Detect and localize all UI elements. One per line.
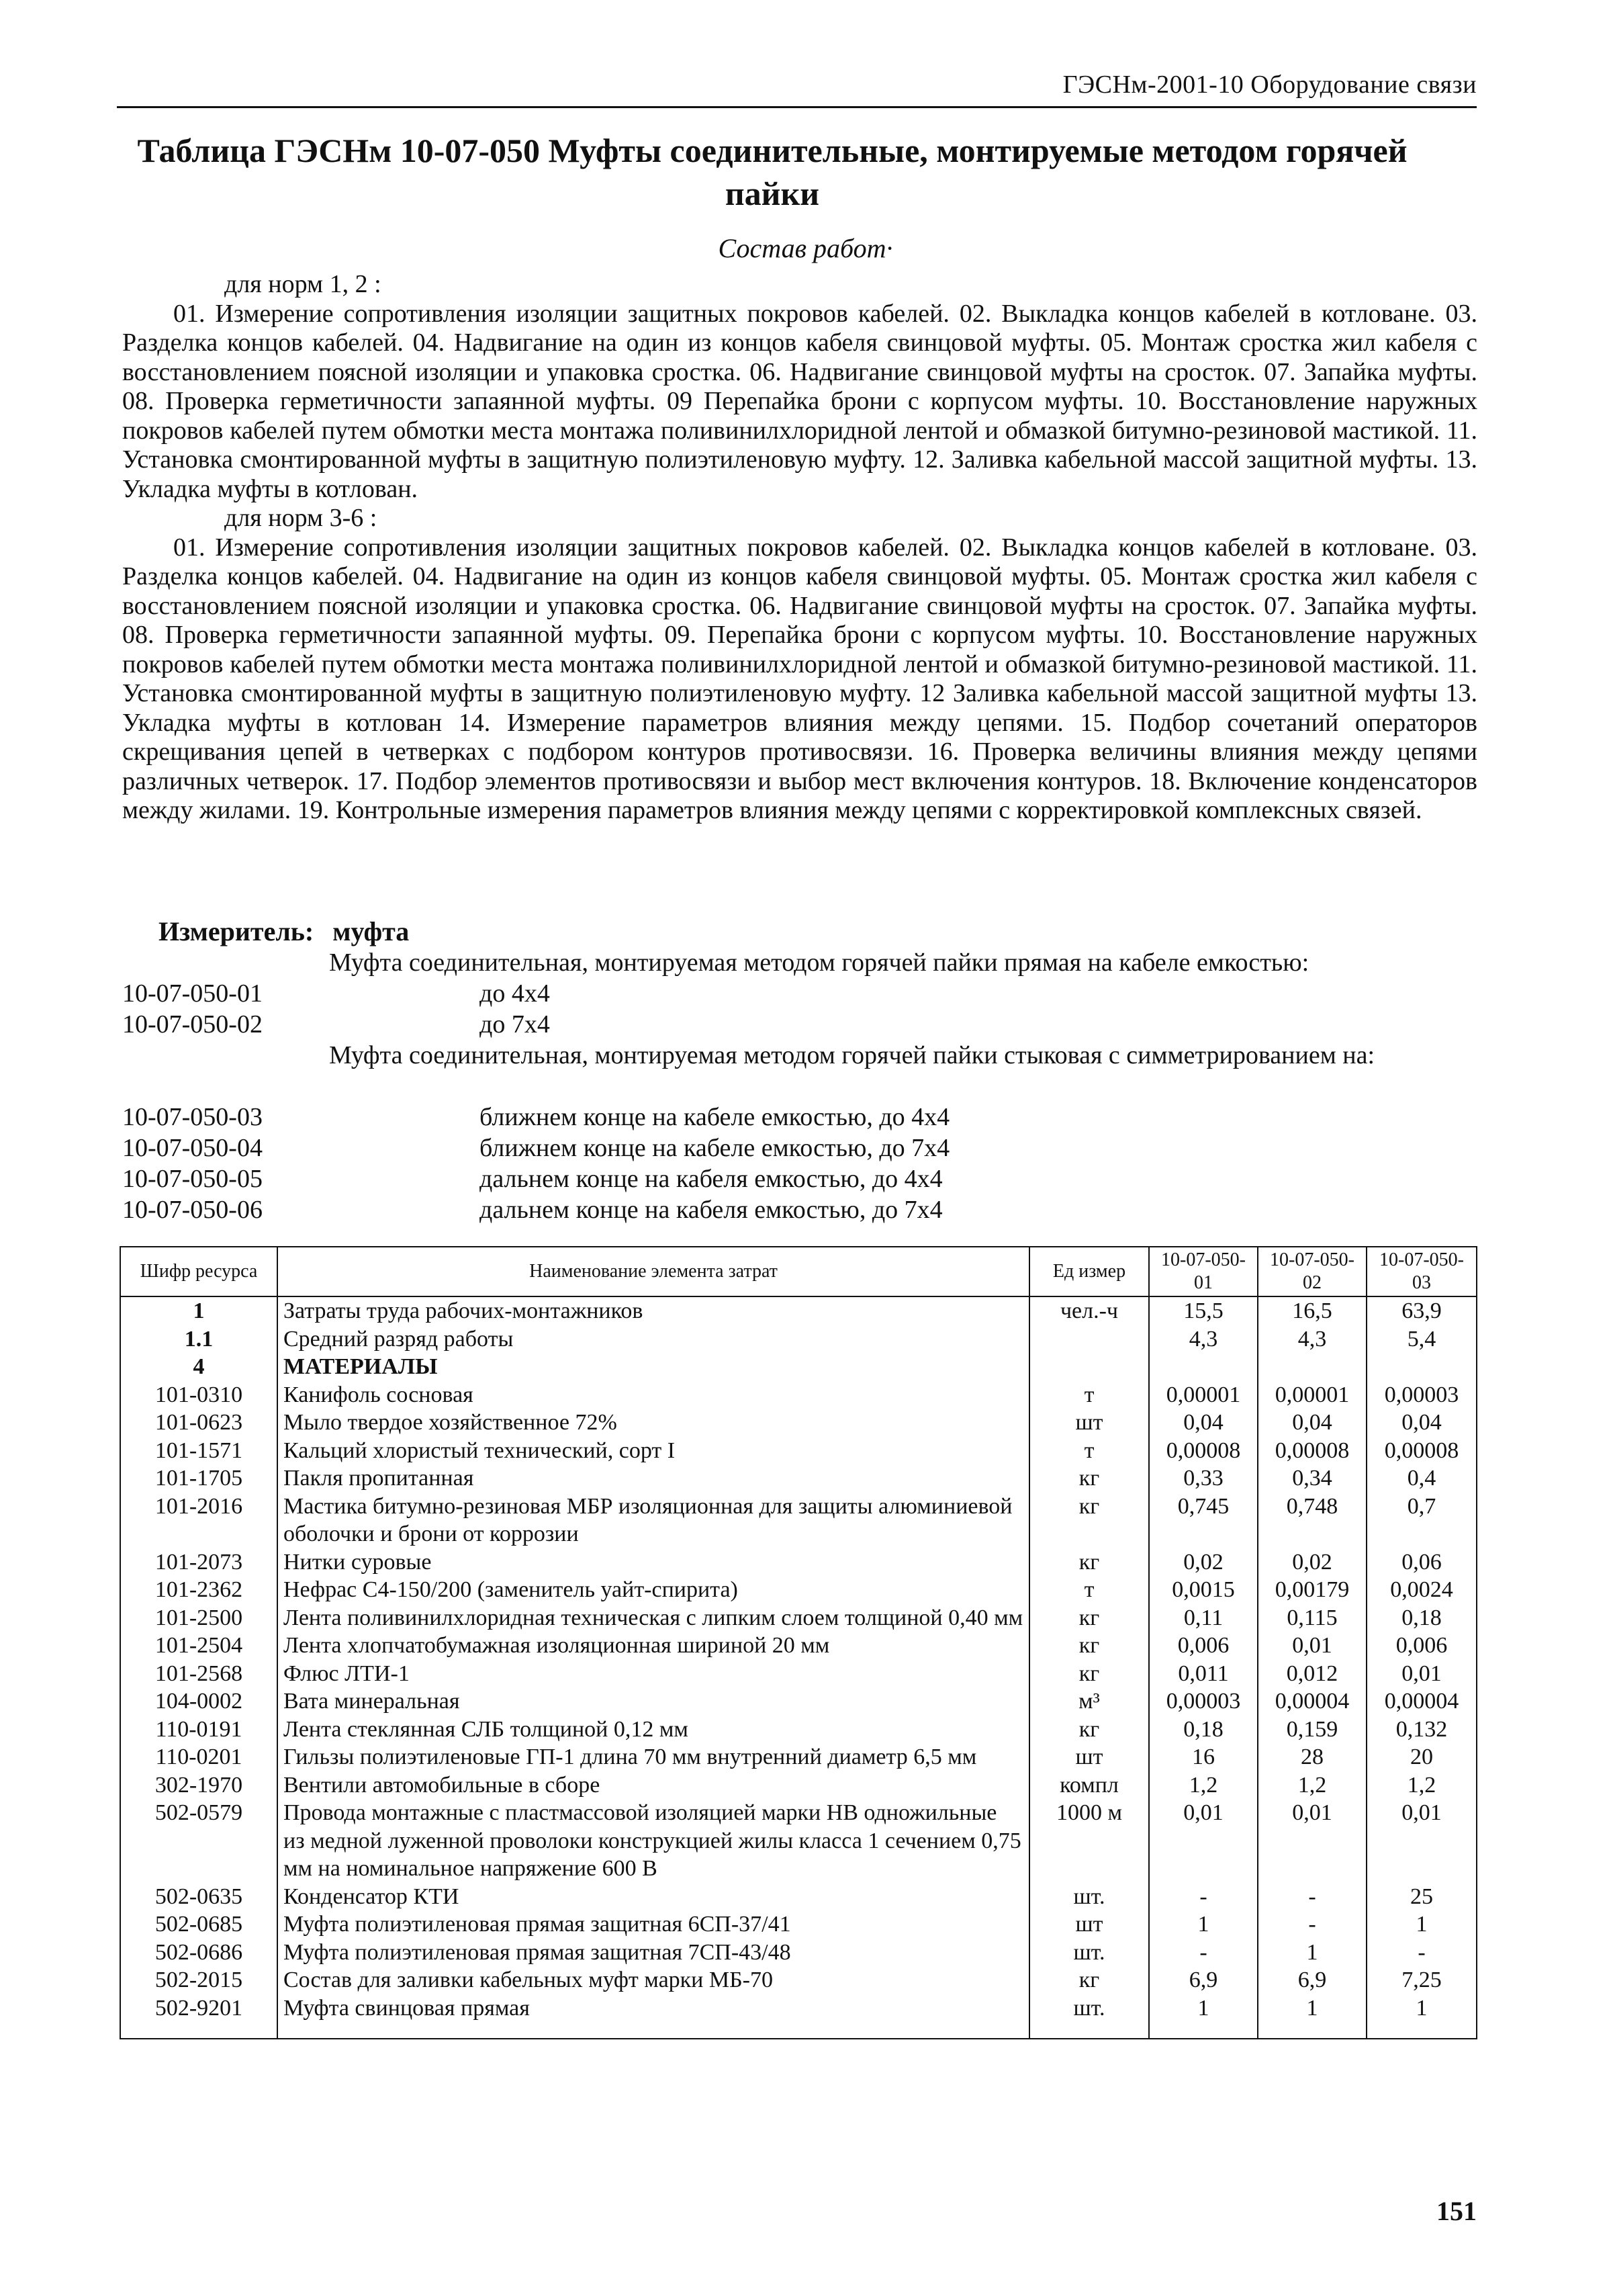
cell-norm-03: 25 — [1367, 1883, 1477, 1911]
norms-1-2-text: 01. Измерение сопротивления изоляции защитных покровов кабелей. 02. Выкладка концов кабелей в котловане. 03. Разделка концов кабелей. 04. Надвигание на один из концов кабеля свинцовой муфты. 05. Монтаж сростка жил кабеля с восстановлением поясной изоляции и упаковка сростка. 06. Надвигание свинцовой муфты на сросток. 07. Запайка муфты. 08. Проверка герметичности запаянной муфты. 09 Перепайка брони с корпусом муфты. 10. Восстановление наружных покровов кабелей путем обмотки места монтажа поливинилхлоридной лентой и обмазкой битумно-резиновой мастикой. 11. Установка смонтированной муфты в защитную полиэтиленовую муфту. 12. Заливка кабельной массой защитной муфты. 13. Укладка муфты в котлован. — [122, 299, 1477, 503]
table-row — [120, 1353, 1477, 1381]
cell-resource-code: 101-1571 — [120, 1437, 277, 1465]
cell-resource-code: 502-0635 — [120, 1883, 277, 1911]
cell-norm-01: 0,0015 — [1149, 1576, 1258, 1604]
norms-1-2-label: для норм 1, 2 : — [224, 270, 381, 298]
cell-norm-02: 1 — [1258, 1994, 1367, 2039]
cell-norm-01: 1 — [1149, 1910, 1258, 1939]
cell-norm-03: 0,18 — [1367, 1604, 1477, 1632]
cell-norm-01: 16 — [1149, 1743, 1258, 1771]
cell-norm-02: 0,34 — [1258, 1464, 1367, 1493]
cell-norm-02: 16,5 — [1258, 1296, 1367, 1325]
cell-norm-02: 0,01 — [1258, 1632, 1367, 1660]
variant-row — [122, 1194, 943, 1225]
cell-norm-01: - — [1149, 1883, 1258, 1911]
table-row — [120, 1464, 1477, 1493]
cell-norm-01: 0,04 — [1149, 1409, 1258, 1437]
cell-norm-03: 1,2 — [1367, 1771, 1477, 1800]
table-row — [120, 1409, 1477, 1437]
cell-element-name: Провода монтажные с пластмассовой изоляцией марки НВ одножильные из медной луженной проволоки конструкцией жилы класса 1 сечением 0,75 мм на номинальное напряжение 600 В — [277, 1799, 1029, 1883]
cell-resource-code: 101-0623 — [120, 1409, 277, 1437]
header-norm-01: 10-07-050-01 — [1149, 1247, 1258, 1296]
cell-norm-02: 1 — [1258, 1939, 1367, 1967]
cell-norm-02: 0,00004 — [1258, 1687, 1367, 1716]
cell-norm-03: 0,04 — [1367, 1409, 1477, 1437]
cell-norm-03: 1 — [1367, 1910, 1477, 1939]
cell-unit: шт. — [1029, 1883, 1149, 1911]
cell-norm-02: 6,9 — [1258, 1966, 1367, 1994]
table-row — [120, 1771, 1477, 1800]
table-row — [120, 1632, 1477, 1660]
table-row — [120, 1910, 1477, 1939]
resource-cost-table — [120, 1246, 1477, 2039]
cell-norm-03: 0,7 — [1367, 1493, 1477, 1548]
variant-group-1-heading: Муфта соединительная, монтируемая методом горячей пайки прямая на кабеле емкостью: — [329, 948, 1309, 977]
variant-group-2-heading: Муфта соединительная, монтируемая методом горячей пайки стыковая с симметрированием на: — [329, 1041, 1375, 1069]
cell-element-name: Мыло твердое хозяйственное 72% — [277, 1409, 1029, 1437]
cell-resource-code: 101-2500 — [120, 1604, 277, 1632]
cell-unit: шт. — [1029, 1994, 1149, 2039]
cell-element-name: Канифоль сосновая — [277, 1381, 1029, 1409]
cell-norm-02: 0,01 — [1258, 1799, 1367, 1883]
table-row — [120, 1939, 1477, 1967]
cell-norm-01: 0,11 — [1149, 1604, 1258, 1632]
table-row — [120, 1660, 1477, 1688]
cell-resource-code: 4 — [120, 1353, 277, 1381]
cell-resource-code: 502-0685 — [120, 1910, 277, 1939]
table-row — [120, 1548, 1477, 1577]
cell-element-name: Лента поливинилхлоридная техническая с липким слоем толщиной 0,40 мм — [277, 1604, 1029, 1632]
cell-norm-01: 6,9 — [1149, 1966, 1258, 1994]
cell-element-name: Муфта свинцовая прямая — [277, 1994, 1029, 2039]
header-norm-03: 10-07-050-03 — [1367, 1247, 1477, 1296]
cell-element-name: Кальций хлористый технический, сорт I — [277, 1437, 1029, 1465]
cell-element-name: Нитки суровые — [277, 1548, 1029, 1577]
cell-unit: м³ — [1029, 1687, 1149, 1716]
table-row — [120, 1716, 1477, 1744]
cell-unit: кг — [1029, 1604, 1149, 1632]
cell-norm-03: 1 — [1367, 1994, 1477, 2039]
norms-3-6-text: 01. Измерение сопротивления изоляции защитных покровов кабелей. 02. Выкладка концов кабелей в котловане. 03. Разделка концов кабелей. 04. Надвигание на один из концов кабеля свинцовой муфты. 05. Монтаж сростка жил кабеля с восстановлением поясной изоляции и упаковка сростка. 06. Надвигание свинцовой муфты на сросток. 07. Запайка муфты. 08. Проверка герметичности запаянной муфты. 09. Перепайка брони с корпусом муфты. 10. Восстановление наружных покровов кабелей путем обмотки места монтажа поливинилхлоридной лентой и обмазкой битумно-резиновой мастикой. 11. Установка смонтированной муфты в защитную полиэтиленовую муфту. 12 Заливка кабельной массой защитной муфты 13. Укладка муфты в котлован 14. Измерение параметров влияния между цепями. 15. Подбор сочетаний операторов скрещивания цепей в четверках с подбором контуров противосвязи. 16. Проверка величины влияния между цепями различных четверок. 17. Подбор элементов противосвязи и выбор мест включения контуров. 18. Включение конденсаторов между жилами. 19. Контрольные измерения параметров влияния между цепями с корректировкой комплексных связей. — [122, 533, 1477, 824]
variant-desc: до 7х4 — [479, 1010, 550, 1039]
cell-resource-code: 101-2568 — [120, 1660, 277, 1688]
cell-norm-02: 0,748 — [1258, 1493, 1367, 1548]
cell-norm-01: 0,00003 — [1149, 1687, 1258, 1716]
cell-element-name: Гильзы полиэтиленовые ГП-1 длина 70 мм внутренний диаметр 6,5 мм — [277, 1743, 1029, 1771]
cell-unit: шт — [1029, 1910, 1149, 1939]
cell-norm-03: 0,00004 — [1367, 1687, 1477, 1716]
cell-norm-02: - — [1258, 1910, 1367, 1939]
cell-norm-03: 0,06 — [1367, 1548, 1477, 1577]
meter-line — [158, 916, 409, 947]
cell-norm-03: 0,01 — [1367, 1660, 1477, 1688]
cell-element-name: Вата минеральная — [277, 1687, 1029, 1716]
cell-resource-code: 110-0191 — [120, 1716, 277, 1744]
cell-norm-01 — [1149, 1353, 1258, 1381]
cell-element-name: Флюс ЛТИ-1 — [277, 1660, 1029, 1688]
cell-unit: чел.-ч — [1029, 1296, 1149, 1325]
cell-norm-01: 0,00001 — [1149, 1381, 1258, 1409]
cell-norm-02: 1,2 — [1258, 1771, 1367, 1800]
cell-unit: кг — [1029, 1548, 1149, 1577]
cell-norm-02 — [1258, 1353, 1367, 1381]
variant-row — [122, 1163, 943, 1194]
composition-heading: Состав работ· — [718, 233, 893, 263]
cell-unit: т — [1029, 1381, 1149, 1409]
cell-norm-02: 4,3 — [1258, 1325, 1367, 1354]
cell-norm-02: - — [1258, 1883, 1367, 1911]
table-row — [120, 1325, 1477, 1354]
cell-element-name: Муфта полиэтиленовая прямая защитная 6СП-37/41 — [277, 1910, 1029, 1939]
table-title-line-1: Таблица ГЭСНм 10-07-050 Муфты соединительные, монтируемые методом горячей — [137, 132, 1408, 169]
header-rule — [117, 106, 1477, 108]
variant-code: 10-07-050-03 — [122, 1103, 263, 1131]
cell-resource-code: 101-0310 — [120, 1381, 277, 1409]
cell-norm-01: 0,745 — [1149, 1493, 1258, 1548]
variant-desc: до 4х4 — [479, 979, 550, 1008]
cell-norm-02: 0,00179 — [1258, 1576, 1367, 1604]
table-row — [120, 1576, 1477, 1604]
variant-code: 10-07-050-06 — [122, 1196, 263, 1224]
cell-norm-02: 0,00008 — [1258, 1437, 1367, 1465]
cell-resource-code: 101-2016 — [120, 1493, 277, 1548]
cell-unit: компл — [1029, 1771, 1149, 1800]
cell-norm-01: 0,01 — [1149, 1799, 1258, 1883]
cell-resource-code: 101-1705 — [120, 1464, 277, 1493]
cell-resource-code: 101-2362 — [120, 1576, 277, 1604]
cell-resource-code: 104-0002 — [120, 1687, 277, 1716]
cell-resource-code: 1 — [120, 1296, 277, 1325]
cell-element-name: Нефрас С4-150/200 (заменитель уайт-спирита) — [277, 1576, 1029, 1604]
composition-section — [122, 270, 1477, 826]
header-name: Наименование элемента затрат — [277, 1247, 1029, 1296]
cell-norm-03: 7,25 — [1367, 1966, 1477, 1994]
table-title-line-2: пайки — [725, 175, 820, 212]
variant-code: 10-07-050-01 — [122, 979, 263, 1008]
cell-element-name: Мастика битумно-резиновая МБР изоляционная для защиты алюминиевой оболочки и брони от коррозии — [277, 1493, 1029, 1548]
table-row — [120, 1604, 1477, 1632]
table-row — [120, 1799, 1477, 1883]
norms-3-6-label: для норм 3-6 : — [224, 504, 377, 532]
cell-norm-01: 0,18 — [1149, 1716, 1258, 1744]
variant-code: 10-07-050-04 — [122, 1134, 263, 1162]
table-row — [120, 1994, 1477, 2039]
cell-norm-02: 28 — [1258, 1743, 1367, 1771]
cell-unit: т — [1029, 1437, 1149, 1465]
cell-resource-code: 502-9201 — [120, 1994, 277, 2039]
table-row — [120, 1381, 1477, 1409]
cell-norm-01: 0,011 — [1149, 1660, 1258, 1688]
cell-norm-01: 1 — [1149, 1994, 1258, 2039]
cell-norm-02: 0,00001 — [1258, 1381, 1367, 1409]
cell-element-name: Состав для заливки кабельных муфт марки МБ-70 — [277, 1966, 1029, 1994]
variant-row — [122, 1133, 950, 1163]
cell-unit: 1000 м — [1029, 1799, 1149, 1883]
cell-norm-03: 0,01 — [1367, 1799, 1477, 1883]
table-row — [120, 1687, 1477, 1716]
cell-unit — [1029, 1353, 1149, 1381]
cell-norm-03: 20 — [1367, 1743, 1477, 1771]
page-number: 151 — [1436, 2196, 1477, 2226]
cell-resource-code: 101-2504 — [120, 1632, 277, 1660]
cell-unit: кг — [1029, 1966, 1149, 1994]
cell-norm-01: 0,00008 — [1149, 1437, 1258, 1465]
cell-resource-code: 502-0686 — [120, 1939, 277, 1967]
cell-norm-02: 0,04 — [1258, 1409, 1367, 1437]
header-unit: Ед измер — [1029, 1247, 1149, 1296]
cell-unit: кг — [1029, 1493, 1149, 1548]
cell-norm-01: 0,006 — [1149, 1632, 1258, 1660]
cell-norm-01: 0,02 — [1149, 1548, 1258, 1577]
variant-desc: дальнем конце на кабеля емкостью, до 7х4 — [479, 1196, 943, 1224]
table-body — [120, 1296, 1477, 2039]
cell-norm-01: 15,5 — [1149, 1296, 1258, 1325]
cell-unit: кг — [1029, 1464, 1149, 1493]
table-row — [120, 1493, 1477, 1548]
table-title — [134, 129, 1410, 215]
cell-unit: кг — [1029, 1716, 1149, 1744]
cell-norm-03: - — [1367, 1939, 1477, 1967]
cell-unit: кг — [1029, 1660, 1149, 1688]
variant-row — [122, 1009, 550, 1040]
cell-norm-01: 4,3 — [1149, 1325, 1258, 1354]
cell-element-name: Лента стеклянная СЛБ толщиной 0,12 мм — [277, 1716, 1029, 1744]
cell-norm-01: 1,2 — [1149, 1771, 1258, 1800]
variant-desc: ближнем конце на кабеле емкостью, до 7х4 — [479, 1134, 950, 1162]
cell-resource-code: 110-0201 — [120, 1743, 277, 1771]
variant-code: 10-07-050-05 — [122, 1165, 263, 1193]
cell-norm-02: 0,115 — [1258, 1604, 1367, 1632]
variant-code: 10-07-050-02 — [122, 1010, 263, 1039]
cell-element-name: Лента хлопчатобумажная изоляционная шириной 20 мм — [277, 1632, 1029, 1660]
cell-resource-code: 502-2015 — [120, 1966, 277, 1994]
cell-norm-01: 0,33 — [1149, 1464, 1258, 1493]
cell-norm-02: 0,012 — [1258, 1660, 1367, 1688]
variant-row — [122, 978, 550, 1009]
cell-element-name: Затраты труда рабочих-монтажников — [277, 1296, 1029, 1325]
cell-unit: т — [1029, 1576, 1149, 1604]
meter-label: Измеритель: — [158, 916, 314, 946]
cell-unit: кг — [1029, 1632, 1149, 1660]
cell-element-name: Средний разряд работы — [277, 1325, 1029, 1354]
cell-norm-03: 0,4 — [1367, 1464, 1477, 1493]
cell-unit: шт. — [1029, 1939, 1149, 1967]
cell-resource-code: 101-2073 — [120, 1548, 277, 1577]
cell-unit: шт — [1029, 1743, 1149, 1771]
running-header: ГЭСНм-2001-10 Оборудование связи — [1062, 71, 1477, 99]
cell-norm-03: 0,00008 — [1367, 1437, 1477, 1465]
cell-norm-03: 0,132 — [1367, 1716, 1477, 1744]
cell-resource-code: 1.1 — [120, 1325, 277, 1354]
cell-resource-code: 302-1970 — [120, 1771, 277, 1800]
cell-element-name: Вентили автомобильные в сборе — [277, 1771, 1029, 1800]
cell-unit: шт — [1029, 1409, 1149, 1437]
cell-norm-03: 0,0024 — [1367, 1576, 1477, 1604]
cell-element-name: Пакля пропитанная — [277, 1464, 1029, 1493]
cell-resource-code: 502-0579 — [120, 1799, 277, 1883]
cell-norm-03 — [1367, 1353, 1477, 1381]
variant-desc: дальнем конце на кабеля емкостью, до 4х4 — [479, 1165, 943, 1193]
cell-element-name: Муфта полиэтиленовая прямая защитная 7СП-43/48 — [277, 1939, 1029, 1967]
meter-value: муфта — [332, 916, 410, 946]
table-row — [120, 1437, 1477, 1465]
cell-norm-02: 0,159 — [1258, 1716, 1367, 1744]
table-row — [120, 1296, 1477, 1325]
cell-element-name: Конденсатор КТИ — [277, 1883, 1029, 1911]
variant-desc: ближнем конце на кабеле емкостью, до 4х4 — [479, 1103, 950, 1131]
cell-norm-03: 0,006 — [1367, 1632, 1477, 1660]
cell-norm-01: - — [1149, 1939, 1258, 1967]
cell-norm-02: 0,02 — [1258, 1548, 1367, 1577]
cell-unit — [1029, 1325, 1149, 1354]
table-row — [120, 1743, 1477, 1771]
cell-element-name: МАТЕРИАЛЫ — [277, 1353, 1029, 1381]
variant-row — [122, 1102, 950, 1133]
cell-norm-03: 5,4 — [1367, 1325, 1477, 1354]
cell-norm-03: 63,9 — [1367, 1296, 1477, 1325]
table-header-row — [120, 1247, 1477, 1296]
table-row — [120, 1966, 1477, 1994]
header-code: Шифр ресурса — [120, 1247, 277, 1296]
table-row — [120, 1883, 1477, 1911]
header-norm-02: 10-07-050-02 — [1258, 1247, 1367, 1296]
cell-norm-03: 0,00003 — [1367, 1381, 1477, 1409]
